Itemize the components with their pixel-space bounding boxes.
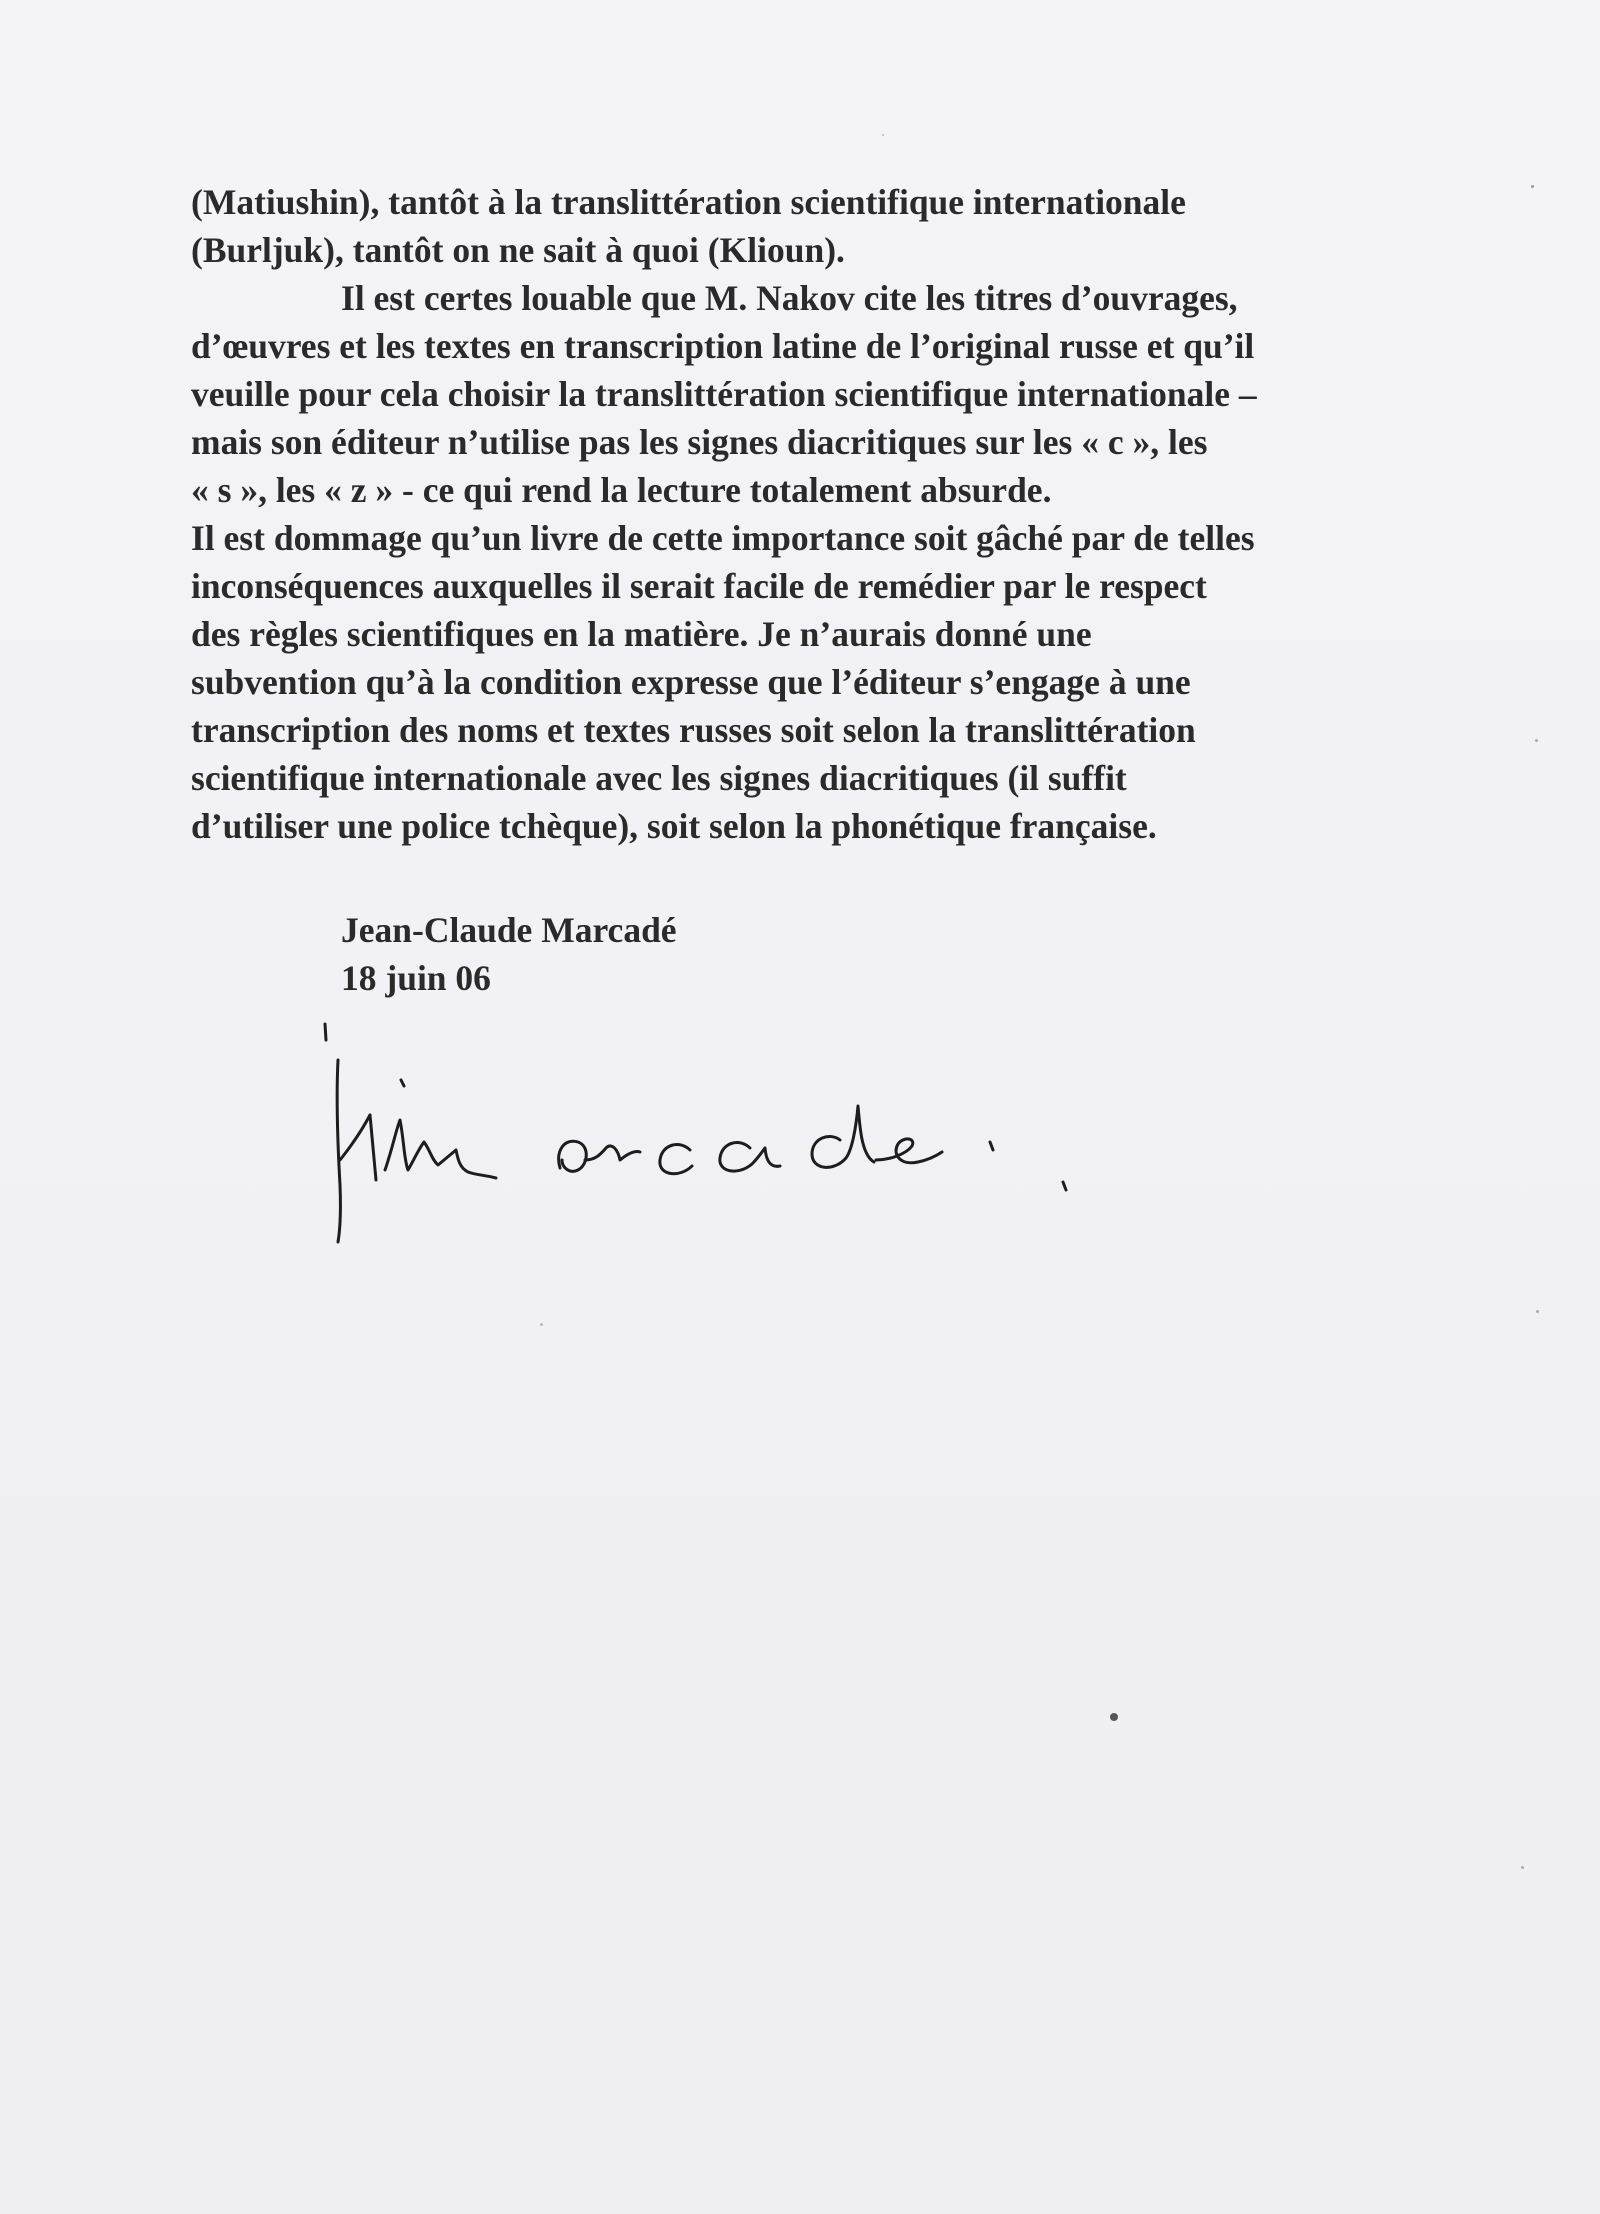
body-line: scientifique internationale avec les signes diacritiques (il suffit <box>191 758 1127 798</box>
paper-speck <box>1536 1310 1539 1313</box>
body-line: (Matiushin), tantôt à la translittération scientifique internationale <box>191 182 1186 222</box>
paper-speck <box>1521 1866 1524 1869</box>
body-line: Il est certes louable que M. Nakov cite les titres d’ouvrages, <box>341 278 1238 318</box>
body-line: veuille pour cela choisir la translittération scientifique internationale – <box>191 374 1257 414</box>
signature-block <box>341 906 677 1002</box>
handwritten-signature <box>300 1010 1120 1270</box>
body-line: inconséquences auxquelles il serait facile de remédier par le respect <box>191 566 1207 606</box>
body-line: d’utiliser une police tchèque), soit selon la phonétique française. <box>191 806 1157 846</box>
paper-speck <box>1535 739 1538 742</box>
letter-body <box>191 178 1471 850</box>
body-line: subvention qu’à la condition expresse que l’éditeur s’engage à une <box>191 662 1191 702</box>
body-line: (Burljuk), tantôt on ne sait à quoi (Klioun). <box>191 230 845 270</box>
body-line: mais son éditeur n’utilise pas les signes diacritiques sur les « c », les <box>191 422 1208 462</box>
paper-speck <box>882 134 884 136</box>
paper-speck <box>1110 1713 1118 1721</box>
body-line: transcription des noms et textes russes soit selon la translittération <box>191 710 1196 750</box>
letter-date: 18 juin 06 <box>341 958 491 998</box>
body-line: Il est dommage qu’un livre de cette importance soit gâché par de telles <box>191 518 1255 558</box>
paper-speck <box>1531 185 1534 188</box>
body-line: des règles scientifiques en la matière. Je n’aurais donné une <box>191 614 1092 654</box>
body-line: « s », les « z » - ce qui rend la lecture totalement absurde. <box>191 470 1052 510</box>
paper-speck <box>540 1323 543 1326</box>
body-line: d’œuvres et les textes en transcription latine de l’original russe et qu’il <box>191 326 1255 366</box>
author-name: Jean-Claude Marcadé <box>341 910 677 950</box>
